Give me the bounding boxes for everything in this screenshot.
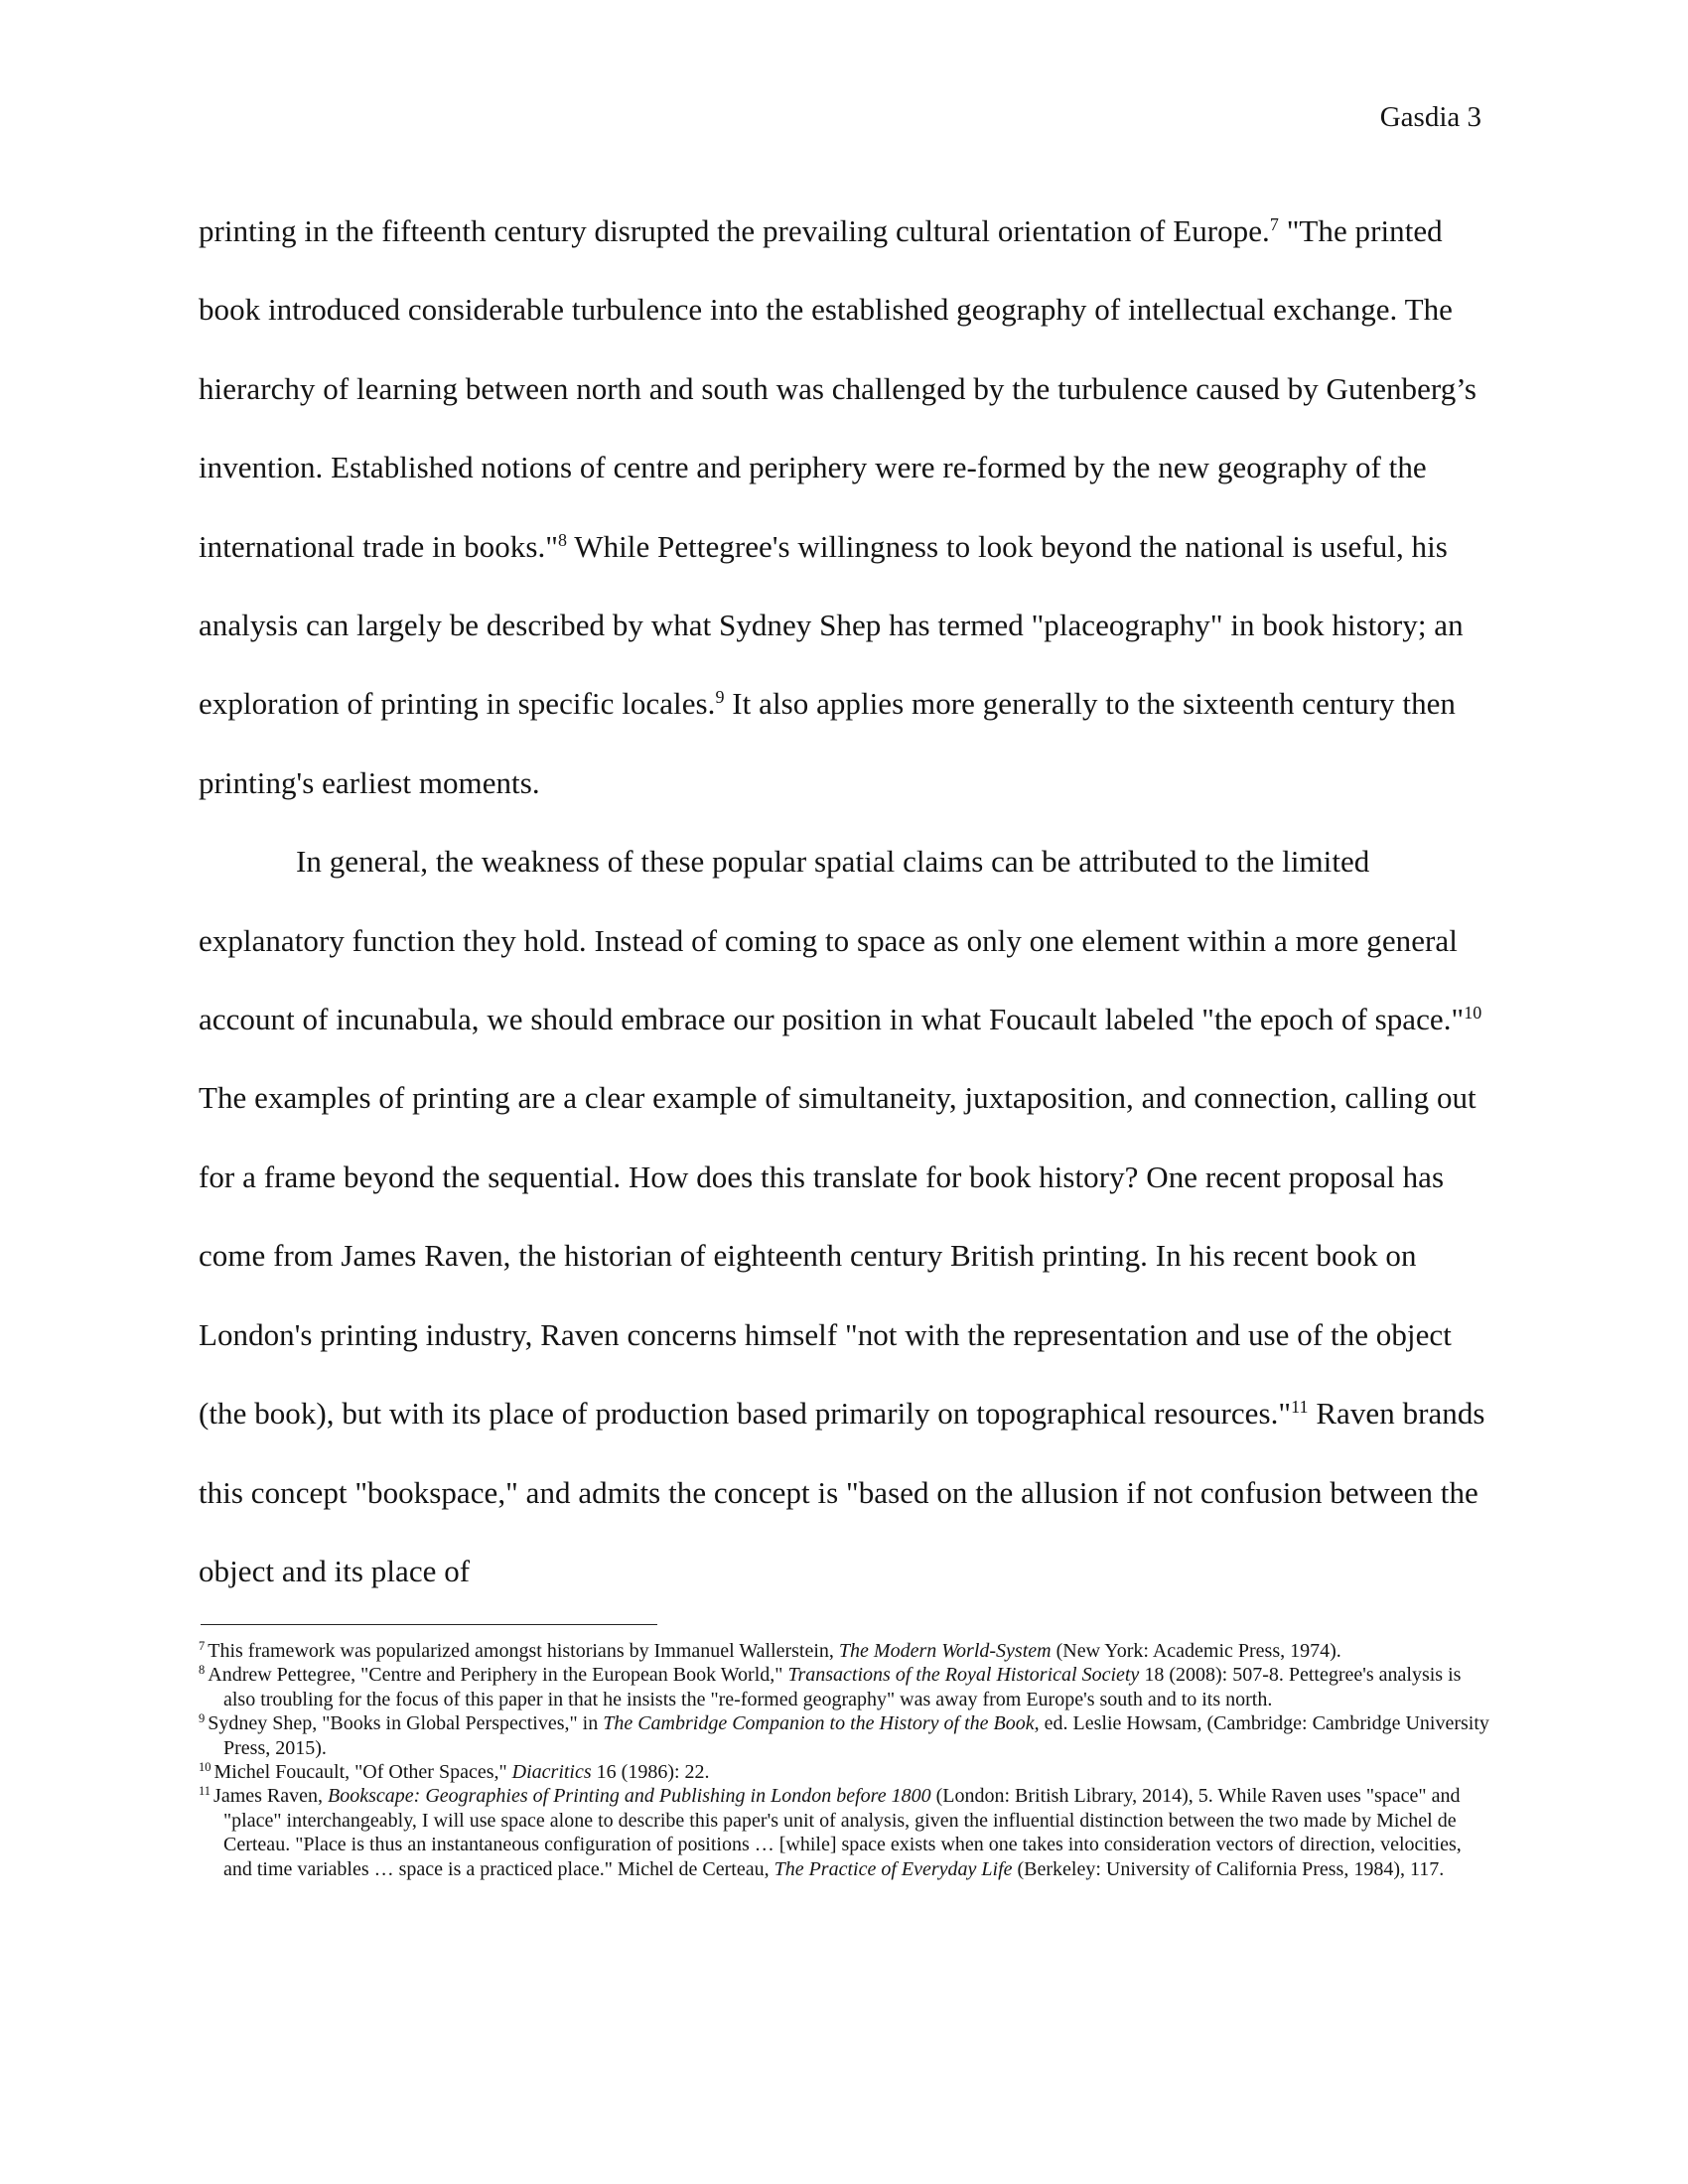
footnote-title: The Practice of Everyday Life xyxy=(774,1857,1013,1880)
p2-sentence-1: In general, the weakness of these popular spatial claims can be attributed to the limited explanatory function they hold. Instead of coming to space as only one element within a more general account of incunabula, we should embrace our position in what Foucault labeled "the epoch of space." xyxy=(199,844,1465,1037)
footnote-text: (New York: Academic Press, 1974). xyxy=(1051,1640,1341,1662)
paragraph-1 xyxy=(199,192,1489,822)
p1-sentence-4: It also applies more generally to the sixteenth century then printing's earliest moments. xyxy=(199,686,1456,800)
footnote-10 xyxy=(199,1760,1489,1784)
running-head: Gasdia 3 xyxy=(1379,101,1481,133)
p1-sentence-3: While Pettegree's willingness to look beyond the national is useful, his analysis can largely be described by what Sydney Shep has termed "placeography" in book history; an exploration of printing in specific locales. xyxy=(199,528,1464,722)
footnote-title: Diacritics xyxy=(511,1761,592,1784)
footnote-number: 7 xyxy=(199,1639,206,1653)
p2-sentence-3: Raven brands this concept "bookspace," and admits the concept is "based on the allusion if not confusion between the object and its place of xyxy=(199,1396,1485,1588)
footnote-text: , ed. Leslie Howsam, (Cambridge: Cambridge University Press, 2015). xyxy=(223,1712,1489,1759)
footnote-text: James Raven, xyxy=(213,1785,329,1808)
footnote-text: Michel Foucault, "Of Other Spaces," xyxy=(213,1761,512,1784)
footnotes xyxy=(199,1639,1489,1881)
footnote-ref-7: 7 xyxy=(1269,214,1279,234)
footnote-number: 8 xyxy=(199,1663,206,1678)
footnote-ref-8: 8 xyxy=(557,529,568,550)
p1-sentence-2: "The printed book introduced considerable turbulence into the established geography of intellectual exchange. The hierarchy of learning between north and south was challenged by the turbulence caused by Gutenberg’s invention. Established notions of centre and periphery were re-formed by the new geography of the international trade in books." xyxy=(199,213,1477,564)
footnote-text: Andrew Pettegree, "Centre and Periphery in the European Book World," xyxy=(208,1664,788,1687)
footnote-text: (Berkeley: University of California Press, 1984), 117. xyxy=(1012,1857,1445,1880)
footnote-title: Bookscape: Geographies of Printing and Publishing in London before 1800 xyxy=(328,1785,931,1808)
footnote-9 xyxy=(199,1711,1489,1760)
footnote-ref-9: 9 xyxy=(715,687,725,708)
footnote-text: 16 (1986): 22. xyxy=(591,1761,710,1784)
p1-sentence-1: printing in the fifteenth century disrupted the prevailing cultural orientation of Europe. xyxy=(199,213,1270,248)
footnote-text: (London: British Library, 2014), 5. While Raven uses "space" and "place" interchangeably, I will use space alone to describe this paper's unit of analysis, given the influential distinction between the two made by Michel de Certeau. "Place is thus an instantaneous configuration of positions … [while] space exists when one takes into consideration vectors of direction, velocities, and time variables … space is a practiced place." Michel de Certeau, xyxy=(223,1785,1462,1880)
footnote-number: 11 xyxy=(199,1784,211,1799)
footnote-number: 9 xyxy=(199,1711,206,1726)
paragraph-2 xyxy=(199,822,1489,1610)
footnote-title: The Modern World-System xyxy=(838,1640,1052,1662)
p2-sentence-2: The examples of printing are a clear example of simultaneity, juxtaposition, and connection, calling out for a frame beyond the sequential. How does this translate for book history? One recent proposal has come from James Raven, the historian of eighteenth century British printing. In his recent book on London's printing industry, Raven concerns himself "not with the representation and use of the object (the book), but with its place of production based primarily on topographical resources." xyxy=(199,1080,1477,1432)
footnote-8 xyxy=(199,1663,1489,1711)
footnote-7 xyxy=(199,1639,1489,1663)
footnote-title: The Cambridge Companion to the History of the Book xyxy=(603,1712,1035,1735)
footnote-title: Transactions of the Royal Historical Society xyxy=(787,1664,1140,1687)
footnote-ref-11: 11 xyxy=(1291,1397,1309,1418)
footnote-text: This framework was popularized amongst historians by Immanuel Wallerstein, xyxy=(208,1640,839,1662)
footnote-11 xyxy=(199,1784,1489,1881)
body-text xyxy=(199,192,1489,1610)
footnote-text: 18 (2008): 507-8. Pettegree's analysis is also troubling for the focus of this paper in that he insists the "re-formed geography" was away from Europe's south and to its north. xyxy=(223,1664,1462,1710)
footnote-separator xyxy=(201,1624,657,1625)
footnote-text: Sydney Shep, "Books in Global Perspectives," in xyxy=(208,1712,604,1735)
footnote-number: 10 xyxy=(199,1760,211,1775)
footnote-ref-10: 10 xyxy=(1464,1003,1482,1024)
